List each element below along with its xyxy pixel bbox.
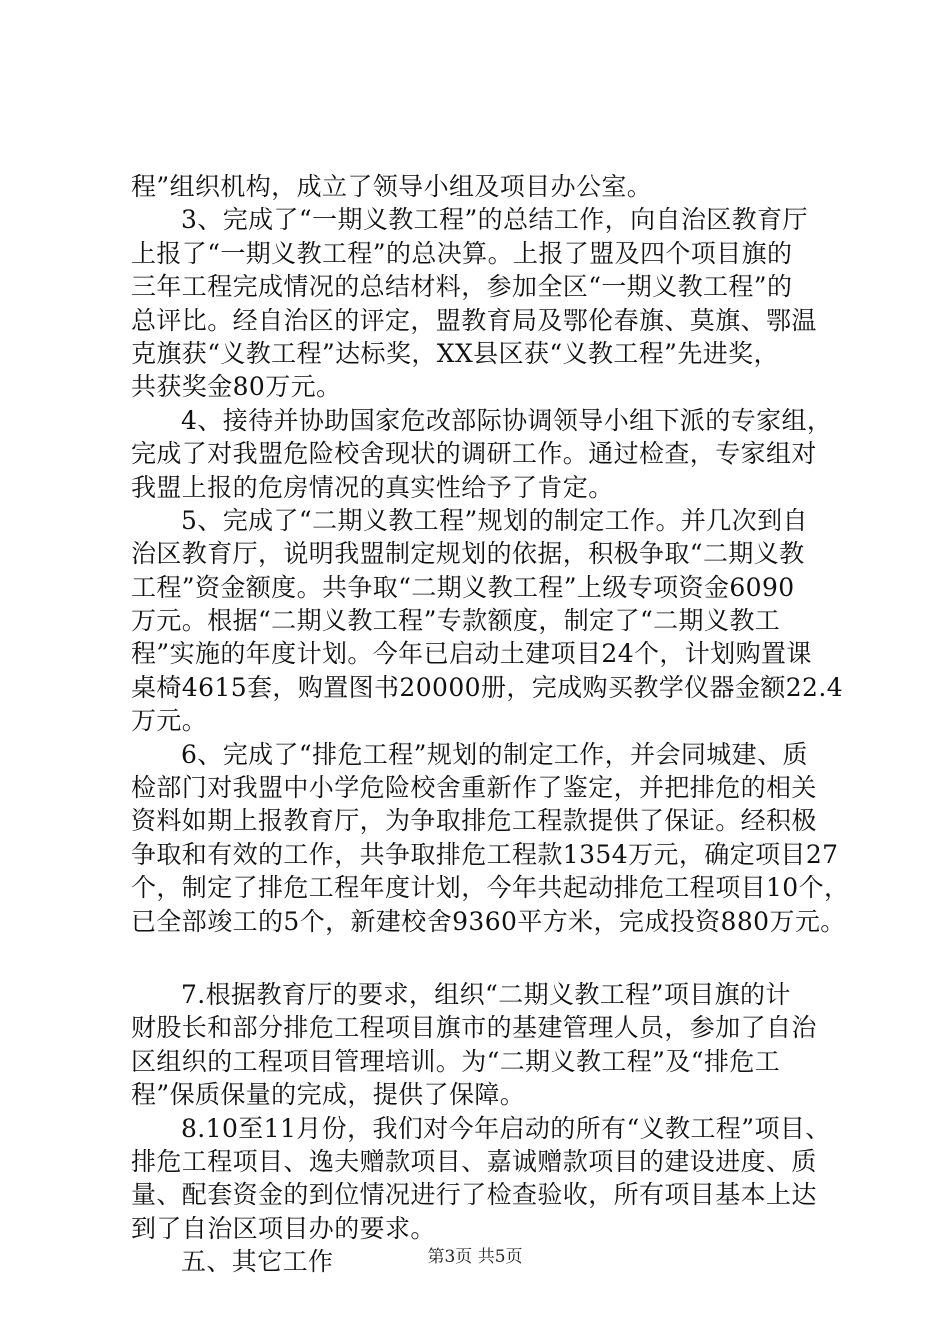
text-line: 治区教育厅，说明我盟制定规划的依据，积极争取“二期义教 [131,539,805,569]
text-line: 万元。 [131,706,208,736]
text-line: 排危工程项目、逸夫赠款项目、嘉诚赠款项目的建设进度、质 [131,1146,817,1176]
text-line: 工程”资金额度。共争取“二期义教工程”上级专项资金6090 [131,572,795,602]
text-line: 量、配套资金的到位情况进行了检查验收，所有项目基本上达 [131,1180,817,1210]
paragraph-spacer [131,938,851,978]
text-line: 共获奖金80万元。 [131,372,342,402]
text-line: 已全部竣工的5个，新建校舍9360平方米，完成投资880万元。 [131,906,846,936]
text-line: 3、完成了“一期义教工程”的总结工作，向自治区教育厅 [181,205,808,235]
text-line: 4、接待并协助国家危改部际协调领导小组下派的专家组， [181,405,833,435]
text-line: 程”保质保量的完成，提供了保障。 [131,1080,526,1110]
text-line: 到了自治区项目办的要求。 [131,1213,436,1243]
text-line: 个，制定了排危工程年度计划，今年共起动排危工程项目10个， [131,873,850,903]
text-line: 程”实施的年度计划。今年已启动土建项目24个，计划购置课 [131,639,812,669]
page-number-label: 第3页 共5页 [427,1247,523,1267]
text-line: 检部门对我盟中小学危险校舍重新作了鉴定，并把排危的相关 [131,773,817,803]
text-line: 6、完成了“排危工程”规划的制定工作，并会同城建、质 [181,739,808,769]
page-footer [0,1242,950,1267]
text-line: 我盟上报的危房情况的真实性给予了肯定。 [131,472,614,502]
text-line: 程”组织机构，成立了领导小组及项目办公室。 [131,172,653,201]
text-line: 克旗获“义教工程”达标奖，XX县区获“义教工程”先进奖， [131,338,779,368]
text-line: 完成了对我盟危险校舍现状的调研工作。通过检查，专家组对 [131,439,817,469]
text-line: 五、其它工作 [181,1247,334,1277]
document-body [131,170,851,1279]
text-line: 桌椅4615套，购置图书20000册，完成购买教学仪器金额22.4 [131,672,844,702]
text-line: 8.10至11月份，我们对今年启动的所有“义教工程”项目、 [181,1113,831,1143]
text-line: 三年工程完成情况的总结材料，参加全区“一期义教工程”的 [131,272,793,302]
text-line: 5、完成了“二期义教工程”规划的制定工作。并几次到自 [181,505,808,535]
text-line: 争取和有效的工作，共争取排危工程款1354万元，确定项目27 [131,839,839,869]
text-line: 上报了“一期义教工程”的总决算。上报了盟及四个项目旗的 [131,238,793,268]
text-line: 万元。根据“二期义教工程”专款额度，制定了“二期义教工 [131,606,781,636]
text-line: 财股长和部分排危工程项目旗市的基建管理人员，参加了自治 [131,1013,817,1043]
text-line: 7.根据教育厅的要求，组织“二期义教工程”项目旗的计 [181,979,791,1009]
text-line: 总评比。经自治区的评定，盟教育局及鄂伦春旗、莫旗、鄂温 [131,305,817,335]
text-line: 资料如期上报教育厅，为争取排危工程款提供了保证。经积极 [131,806,817,836]
text-line: 区组织的工程项目管理培训。为“二期义教工程”及“排危工 [131,1046,781,1076]
